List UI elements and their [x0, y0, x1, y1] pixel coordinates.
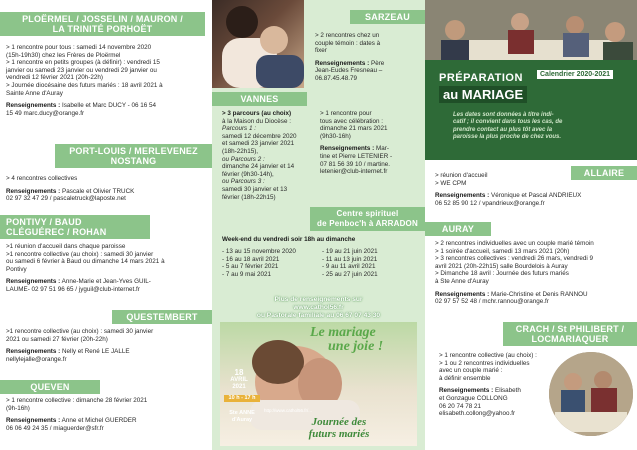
spiritual-title-line2: de Penboc'h à ARRADON [317, 219, 418, 228]
auray-title: AURAY [441, 224, 475, 234]
sarzeau-contact: Père [371, 59, 385, 67]
cover-note-line: catif ; il convient dans tous les cas, de [453, 119, 563, 126]
weekend-date: - 19 au 21 juin 2021 [322, 248, 378, 255]
weekend-block [222, 236, 422, 244]
vannes-title: VANNES [240, 94, 279, 104]
right-panel [425, 0, 637, 450]
questembert-title: QUESTEMBERT [126, 312, 198, 322]
vannes-details [222, 110, 318, 201]
poster-footer [264, 416, 414, 440]
cover-note-line: paroisse la plus proche de chez vous. [453, 134, 562, 141]
sarzeau-contact: Jean-Eudes Fresneau – [315, 67, 383, 75]
vannes-line: à la Maison du Diocèse : [222, 117, 291, 125]
pontivy-title-line1: PONTIVY / BAUD [6, 217, 82, 227]
vannes-intro: > 3 parcours (au choix) [222, 110, 292, 117]
more-info-line: Plus de renseignements sur [274, 296, 363, 303]
questembert-contact-email: nellylejalle@orange.fr [6, 355, 67, 363]
auray-banner [425, 222, 491, 236]
pontivy-line: Pontivy [6, 265, 27, 273]
poster-date-year: 2021 [232, 384, 246, 390]
ploermel-title-line2: LA TRINITÉ PORHOËT [52, 24, 153, 34]
auray-details [435, 240, 635, 306]
auray-line: > Dimanche 18 avril : Journée des futurs mariés [435, 270, 569, 278]
queven-contact: Anne et Michel GUERDER [61, 417, 137, 425]
allaire-line: > WE CPM [435, 179, 467, 187]
ploermel-contact-email: 15 49 marc.ducy@orange.fr [6, 109, 85, 117]
contact-label: Renseignements : [435, 192, 490, 200]
spiritual-center-banner [310, 207, 425, 231]
more-info-url[interactable]: www.cathol56.fr [293, 304, 344, 311]
left-panel [0, 0, 212, 450]
port-louis-contact-email: 02 97 32 47 29 / pascaletruck@laposte.net [6, 195, 126, 203]
weekend-date: - 11 au 13 juin 2021 [322, 255, 378, 263]
group-photo [549, 352, 633, 436]
weekend-dates-right [322, 248, 422, 278]
cover-note [453, 112, 633, 142]
weekend-date: - 5 au 7 février 2021 [222, 263, 279, 271]
ploermel-banner [0, 12, 205, 36]
pontivy-title-line2: CLÉGUÉREC / ROHAN [6, 227, 107, 237]
group-photo-graphic [549, 352, 633, 436]
questembert-details [6, 328, 208, 363]
crach-line: à définir ensemble [439, 374, 491, 382]
more-info-phone: ou Pastorale familiale au 06 67 07 43 30 [256, 312, 381, 319]
poster-footer-line1: Journée des [311, 416, 367, 428]
sarzeau-banner [350, 10, 425, 24]
crach-email: elisabeth.collong@yahoo.fr [439, 410, 516, 418]
poster-time: 10 h - 17 h [224, 395, 260, 402]
contact-label: Renseignements : [435, 290, 490, 298]
port-louis-line: > 4 rencontres collectives [6, 175, 78, 182]
vannes-line: samedi 30 janvier et 13 [222, 185, 288, 193]
crach-details [439, 352, 549, 418]
weekend-date: - 13 au 15 novembre 2020 [222, 248, 296, 255]
sarzeau-phone: 06.87.45.48.79 [315, 74, 358, 82]
cover-note-line: Les dates sont données à titre indi- [453, 112, 554, 118]
ploermel-line: Sainte Anne d'Auray [6, 89, 63, 97]
ploermel-contact: Isabelle et Marc DUCY - 06 16 54 [62, 102, 157, 110]
vannes-contact: tine et Pierre LETENIER - [320, 152, 393, 160]
vannes-line: (18h-22h15), [222, 147, 259, 155]
queven-line: > 1 rencontre collective : dimanche 28 février 2021 [6, 397, 148, 404]
pontivy-details [6, 243, 208, 294]
poster-date-month: AVRIL [230, 377, 248, 383]
crach-title-line2: LOCMARIAQUER [531, 334, 609, 344]
allaire-details [435, 172, 635, 207]
contact-label: Renseignements : [315, 59, 370, 67]
questembert-banner [112, 310, 212, 324]
contact-label: Renseignements : [6, 187, 61, 195]
auray-line: avril 2021 (20h-22h15) salle Bourdelois à Auray [435, 262, 568, 270]
auray-line: à Ste Anne d'Auray [435, 277, 489, 285]
ploermel-details [6, 44, 208, 117]
crach-contact: et Gonzague COLLONG [439, 394, 508, 402]
vannes-email: letenier@club-internet.fr [320, 168, 388, 176]
vannes-line: > 1 rencontre pour [320, 110, 372, 117]
ploermel-line: (15h-19h30) chez les Frères de Ploërmel [6, 51, 121, 59]
crach-title-line1: CRACH / St PHILIBERT / [515, 324, 625, 334]
pontivy-contact: Anne-Marie et Jean-Yves GUIL- [61, 278, 151, 286]
weekend-date: - 25 au 27 juin 2021 [322, 270, 378, 278]
contact-label: Renseignements : [6, 348, 61, 356]
contact-label: Renseignements : [439, 387, 494, 395]
questembert-line: 2021 ou samedi 27 février (20h-22h) [6, 335, 108, 343]
port-louis-banner [55, 144, 212, 168]
vannes-line: tous avec célébration : [320, 117, 384, 125]
pontivy-line: >1 réunion d'accueil dans chaque paroisse [6, 243, 126, 250]
poster-date-day: 18 [234, 368, 244, 377]
cover-note-line: prendre contact au plus tôt avec la [453, 126, 553, 133]
more-info [216, 296, 421, 320]
ploermel-line: > 1 rencontre pour tous : samedi 14 novembre 2020 [6, 44, 152, 51]
port-louis-details [6, 175, 208, 203]
vannes-parcours: Parcours 1 : [222, 125, 256, 133]
vannes-parcours: ou Parcours 3 : [222, 178, 265, 186]
ploermel-line: > Journée diocésaine des futurs mariés : 18 avril 2021 à [6, 81, 163, 89]
port-louis-title-line2: NOSTANG [110, 156, 157, 166]
cover-photo [425, 0, 637, 160]
weekend-date: - 16 au 18 avril 2021 [222, 255, 280, 263]
middle-panel [212, 0, 425, 450]
vannes-contact: Mar- [376, 145, 389, 153]
poster-slogan-line1: Le mariage [310, 325, 376, 340]
cover-title-line1: PRÉPARATION [439, 72, 523, 84]
auray-line: > 3 rencontres collectives : vendredi 26 mars, vendredi 9 [435, 255, 594, 263]
vannes-phone: 07 81 56 39 10 / martine. [320, 160, 391, 168]
ploermel-line: vendredi 12 février 2021 (20h-22h) [6, 74, 103, 82]
vannes-line: dimanche 21 mars 2021 [320, 125, 388, 133]
crach-line: > 1 rencontre collective (au choix) : [439, 352, 537, 359]
sarzeau-title: SARZEAU [365, 12, 410, 22]
poster-date [224, 368, 254, 391]
crach-line: > 1 ou 2 rencontres individuelles [439, 359, 530, 367]
crach-line: avec un couple marié : [439, 367, 503, 375]
questembert-contact: Nelly et René LE JALLE [62, 348, 130, 356]
queven-title: QUEVEN [30, 382, 70, 392]
pontivy-contact-email: LAUME- 02 97 51 96 65 / jyguil@club-internet.fr [6, 285, 140, 293]
crach-banner [503, 322, 637, 346]
poster-footer-line2: futurs mariés [308, 428, 370, 440]
pontivy-line: >1 rencontre collective (au choix) : samedi 30 janvier [6, 250, 154, 258]
vannes-line: février (18h-22h15) [222, 193, 276, 201]
event-poster [220, 322, 417, 446]
poster-slogan-line2: une joie ! [328, 339, 384, 354]
auray-contact: Marie-Christine et Denis RANNOU [491, 290, 588, 298]
queven-details [6, 397, 208, 432]
auray-contact-email: 02 97 57 52 48 / mchr.rannou@orange.fr [435, 298, 549, 306]
poster-url: http://www.cathol56.fr/... [264, 408, 313, 413]
vannes-line: (9h30-16h) [320, 132, 351, 140]
allaire-contact: Véronique et Pascal ANDRIEUX [491, 192, 582, 200]
pontivy-line: ou samedi 6 février à Baud ou dimanche 14 mars 2021 à [6, 258, 165, 266]
vannes-line: dimanche 24 janvier et 14 [222, 163, 295, 171]
poster-place [224, 410, 260, 423]
contact-label: Renseignements : [6, 417, 61, 425]
vannes-line: samedi 12 décembre 2020 [222, 132, 297, 140]
sarzeau-line: fixer [315, 47, 327, 55]
couple-photo [212, 0, 304, 88]
contact-label: Renseignements : [6, 102, 61, 110]
spiritual-title-line1: Centre spirituel [336, 209, 399, 218]
contact-label: Renseignements : [320, 145, 375, 153]
vannes-line: et samedi 23 janvier 2021 [222, 140, 295, 148]
port-louis-title-line1: PORT-LOUIS / MERLEVENEZ [69, 146, 198, 156]
weekend-title: Week-end du vendredi soir 18h au dimanche [222, 236, 356, 243]
questembert-line: >1 rencontre collective (au choix) : samedi 30 janvier [6, 328, 154, 335]
ploermel-line: janvier ou samedi 23 janvier ou vendredi 29 janvier ou [6, 66, 157, 74]
vannes-banner [212, 92, 307, 106]
sarzeau-line: couple témoin : dates à [315, 39, 381, 47]
auray-line: > 1 soirée d'accueil, samedi 13 mars 2021 (20h) [435, 247, 570, 255]
couple-photo-graphic [212, 0, 304, 88]
crach-contact: Elisabeth [495, 387, 521, 395]
queven-contact-email: 06 06 49 24 35 / miaguerder@sfr.fr [6, 424, 104, 432]
port-louis-contact: Pascale et Olivier TRUCK [62, 187, 135, 195]
contact-label: Renseignements : [6, 278, 61, 286]
ploermel-line: > 1 rencontre en petits groupes (à définir) : vendredi 15 [6, 59, 160, 67]
weekend-date: - 7 au 9 mai 2021 [222, 270, 272, 278]
calendar-label: Calendrier 2020-2021 [537, 70, 613, 79]
allaire-contact-email: 06 52 85 90 12 / vpandrieux@orange.fr [435, 199, 545, 207]
sarzeau-line: > 2 rencontres chez un [315, 32, 380, 39]
poster-place-line2: d'Auray [231, 416, 253, 423]
pontivy-banner [0, 215, 150, 239]
vannes-details-right [320, 110, 423, 176]
vannes-parcours: ou Parcours 2 : [222, 155, 265, 163]
sarzeau-details [315, 32, 421, 83]
crach-phone: 06 20 74 78 21 [439, 402, 482, 410]
weekend-dates-left [222, 248, 322, 278]
ploermel-title-line1: PLOËRMEL / JOSSELIN / MAURON / [22, 14, 183, 24]
weekend-date: - 9 au 11 avril 2021 [322, 263, 376, 271]
auray-line: > 2 rencontres individuelles avec un couple marié témoin [435, 240, 594, 247]
allaire-title: ALLAIRE [583, 168, 625, 178]
vannes-line: février (9h30-14h), [222, 170, 274, 178]
cover-title-line2: au MARIAGE [439, 86, 527, 103]
queven-line: (9h-16h) [6, 404, 30, 412]
queven-banner [0, 380, 100, 394]
allaire-line: > réunion d'accueil [435, 172, 488, 179]
poster-place-line1: Ste ANNE [229, 410, 255, 416]
